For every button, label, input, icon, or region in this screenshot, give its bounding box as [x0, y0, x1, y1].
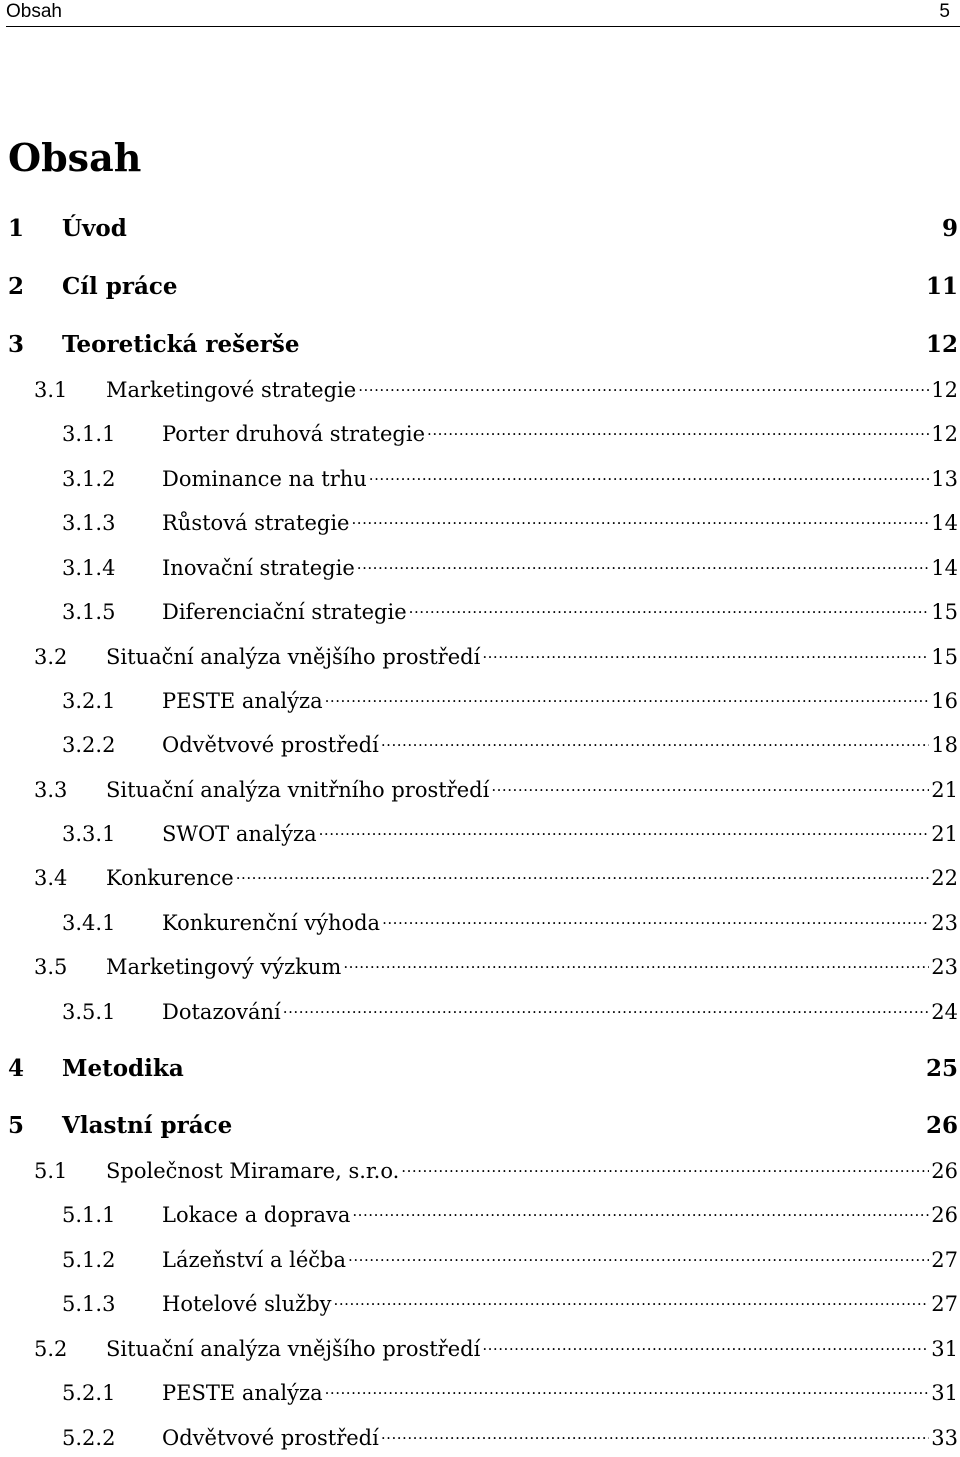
toc-entry-page: 31 — [931, 1381, 958, 1405]
toc-entry-number: 3.5 — [34, 955, 68, 979]
toc-entry-label: Cíl práce — [62, 273, 178, 300]
toc-dot-leader — [482, 646, 929, 667]
toc-entry-page: 14 — [931, 511, 958, 535]
toc-entry-page: 11 — [925, 273, 958, 300]
toc-entry-label: Hotelové služby — [162, 1292, 332, 1316]
toc-entry[interactable] — [0, 598, 958, 624]
toc-entry-page: 27 — [931, 1292, 958, 1316]
toc-entry-number: 3.1.4 — [62, 556, 116, 580]
toc-entry-page: 18 — [931, 733, 958, 757]
toc-dot-leader — [325, 1382, 930, 1403]
toc-entry-page: 31 — [931, 1337, 958, 1361]
toc-dot-leader — [319, 823, 930, 844]
toc-entry[interactable] — [0, 509, 958, 535]
toc-dot-leader — [351, 512, 929, 533]
toc-entry-page: 14 — [931, 556, 958, 580]
toc-entry-number: 3.3.1 — [62, 822, 116, 846]
toc-entry-page: 21 — [931, 822, 958, 846]
toc-entry-number: 3.4 — [34, 866, 68, 890]
toc-entry[interactable] — [0, 1290, 958, 1316]
toc-entry-number: 3.2.1 — [62, 689, 116, 713]
toc-entry-page: 33 — [931, 1426, 958, 1450]
running-header — [6, 0, 960, 27]
toc-entry-label: Situační analýza vnitřního prostředí — [106, 778, 490, 802]
toc-dot-leader — [369, 468, 929, 489]
toc-entry-label: Růstová strategie — [162, 511, 350, 535]
toc-entry-number: 5.1.1 — [62, 1203, 116, 1227]
toc-entry-label: Marketingový výzkum — [106, 955, 342, 979]
toc-entry[interactable] — [0, 1157, 958, 1183]
toc-entry-number: 3.4.1 — [62, 911, 116, 935]
toc-entry[interactable] — [0, 1424, 958, 1450]
toc-entry-page: 15 — [931, 645, 958, 669]
toc-entry-page: 12 — [925, 331, 958, 358]
toc-entry-number: 2 — [8, 273, 25, 300]
toc-entry-page: 26 — [925, 1112, 958, 1139]
toc-entry-label: Konkurenční výhoda — [162, 911, 381, 935]
toc-entry-number: 1 — [8, 215, 25, 242]
toc-entry-page: 27 — [931, 1248, 958, 1272]
toc-entry-label: Diferenciační strategie — [162, 600, 407, 624]
toc-entry-label: Odvětvové prostředí — [162, 733, 379, 757]
toc-entry-number: 4 — [8, 1055, 25, 1082]
toc-entry[interactable] — [0, 215, 958, 242]
toc-dot-leader — [382, 912, 929, 933]
toc-entry-number: 5.1 — [34, 1159, 68, 1183]
toc-entry[interactable] — [0, 909, 958, 935]
toc-entry-label: Konkurence — [106, 866, 234, 890]
toc-entry[interactable] — [0, 465, 958, 491]
toc-dot-leader — [283, 1001, 929, 1022]
toc-entry[interactable] — [0, 776, 958, 802]
toc-entry-label: Dominance na trhu — [162, 467, 367, 491]
toc-entry-label: Vlastní práce — [62, 1112, 233, 1139]
toc-entry[interactable] — [0, 687, 958, 713]
toc-dot-leader — [325, 690, 930, 711]
toc-entry-number: 3.2.2 — [62, 733, 116, 757]
header-page-number: 5 — [939, 1, 950, 22]
toc-entry-label: Lokace a doprava — [162, 1203, 351, 1227]
toc-entry-page: 26 — [931, 1159, 958, 1183]
toc-dot-leader — [491, 779, 929, 800]
toc-dot-leader — [358, 379, 929, 400]
toc-entry-page: 12 — [931, 422, 958, 446]
toc-entry[interactable] — [0, 554, 958, 580]
toc-dot-leader — [409, 601, 930, 622]
toc-entry-page: 15 — [931, 600, 958, 624]
toc-entry-page: 22 — [931, 866, 958, 890]
toc-entry-label: PESTE analýza — [162, 689, 323, 713]
toc-entry-page: 12 — [931, 378, 958, 402]
toc-entry-label: Marketingové strategie — [106, 378, 357, 402]
toc-entry-label: Porter druhová strategie — [162, 422, 426, 446]
toc-entry[interactable] — [0, 820, 958, 846]
toc-dot-leader — [381, 1427, 929, 1448]
toc-entry-label: Metodika — [62, 1055, 184, 1082]
toc-entry[interactable] — [0, 998, 958, 1024]
toc-entry-number: 5.1.3 — [62, 1292, 116, 1316]
toc-entry-label: Teoretická rešerše — [62, 331, 300, 358]
toc-entry-number: 3.5.1 — [62, 1000, 116, 1024]
toc-entry[interactable] — [0, 731, 958, 757]
toc-entry-number: 5.2.1 — [62, 1381, 116, 1405]
toc-entry-number: 3.1 — [34, 378, 68, 402]
toc-dot-leader — [482, 1338, 929, 1359]
toc-dot-leader — [357, 557, 930, 578]
toc-dot-leader — [427, 423, 929, 444]
toc-dot-leader — [352, 1204, 929, 1225]
toc-entry-number: 5.2 — [34, 1337, 68, 1361]
toc-entry-label: PESTE analýza — [162, 1381, 323, 1405]
toc-dot-leader — [343, 956, 929, 977]
page-title: Obsah — [8, 135, 142, 180]
toc-entry-page: 26 — [931, 1203, 958, 1227]
toc-entry-page: 23 — [931, 911, 958, 935]
toc-entry-label: Situační analýza vnějšího prostředí — [106, 645, 481, 669]
toc-dot-leader — [348, 1249, 929, 1270]
header-section-title: Obsah — [6, 1, 62, 22]
toc-entry[interactable] — [0, 1201, 958, 1227]
toc-entry[interactable] — [0, 643, 958, 669]
toc-entry-label: Společnost Miramare, s.r.o. — [106, 1159, 400, 1183]
toc-dot-leader — [401, 1160, 929, 1181]
toc-entry-page: 25 — [925, 1055, 958, 1082]
toc-entry-page: 13 — [931, 467, 958, 491]
toc-entry-page: 16 — [931, 689, 958, 713]
toc-entry-number: 3.2 — [34, 645, 68, 669]
toc-entry-number: 3.1.2 — [62, 467, 116, 491]
toc-entry-number: 3.1.5 — [62, 600, 116, 624]
toc-entry-number: 5 — [8, 1112, 25, 1139]
toc-entry-page: 23 — [931, 955, 958, 979]
toc-dot-leader — [236, 867, 930, 888]
toc-entry-number: 5.1.2 — [62, 1248, 116, 1272]
toc-entry-page: 9 — [941, 215, 958, 242]
toc-entry-number: 5.2.2 — [62, 1426, 116, 1450]
toc-entry-label: Dotazování — [162, 1000, 281, 1024]
toc-entry-page: 24 — [931, 1000, 958, 1024]
toc-dot-leader — [381, 734, 929, 755]
toc-entry-number: 3.1.1 — [62, 422, 116, 446]
toc-entry-number: 3.3 — [34, 778, 68, 802]
toc-entry[interactable] — [0, 1379, 958, 1405]
toc-entry[interactable] — [0, 953, 958, 979]
toc-entry[interactable] — [0, 1335, 958, 1361]
toc-entry-label: SWOT analýza — [162, 822, 317, 846]
toc-entry-label: Inovační strategie — [162, 556, 355, 580]
toc-entry-label: Lázeňství a léčba — [162, 1248, 347, 1272]
toc-entry[interactable] — [0, 1246, 958, 1272]
toc-entry-page: 21 — [931, 778, 958, 802]
toc-entry-label: Odvětvové prostředí — [162, 1426, 379, 1450]
toc-entry[interactable] — [0, 864, 958, 890]
toc-entry[interactable] — [0, 273, 958, 300]
toc-entry[interactable] — [0, 1055, 958, 1082]
toc-entry[interactable] — [0, 1112, 958, 1139]
toc-entry-number: 3.1.3 — [62, 511, 116, 535]
toc-entry-label: Úvod — [62, 215, 127, 242]
toc-entry-number: 3 — [8, 331, 25, 358]
toc-entry[interactable] — [0, 376, 958, 402]
toc-entry[interactable] — [0, 331, 958, 358]
toc-entry[interactable] — [0, 420, 958, 446]
toc-entry-label: Situační analýza vnějšího prostředí — [106, 1337, 481, 1361]
toc-dot-leader — [334, 1293, 930, 1314]
